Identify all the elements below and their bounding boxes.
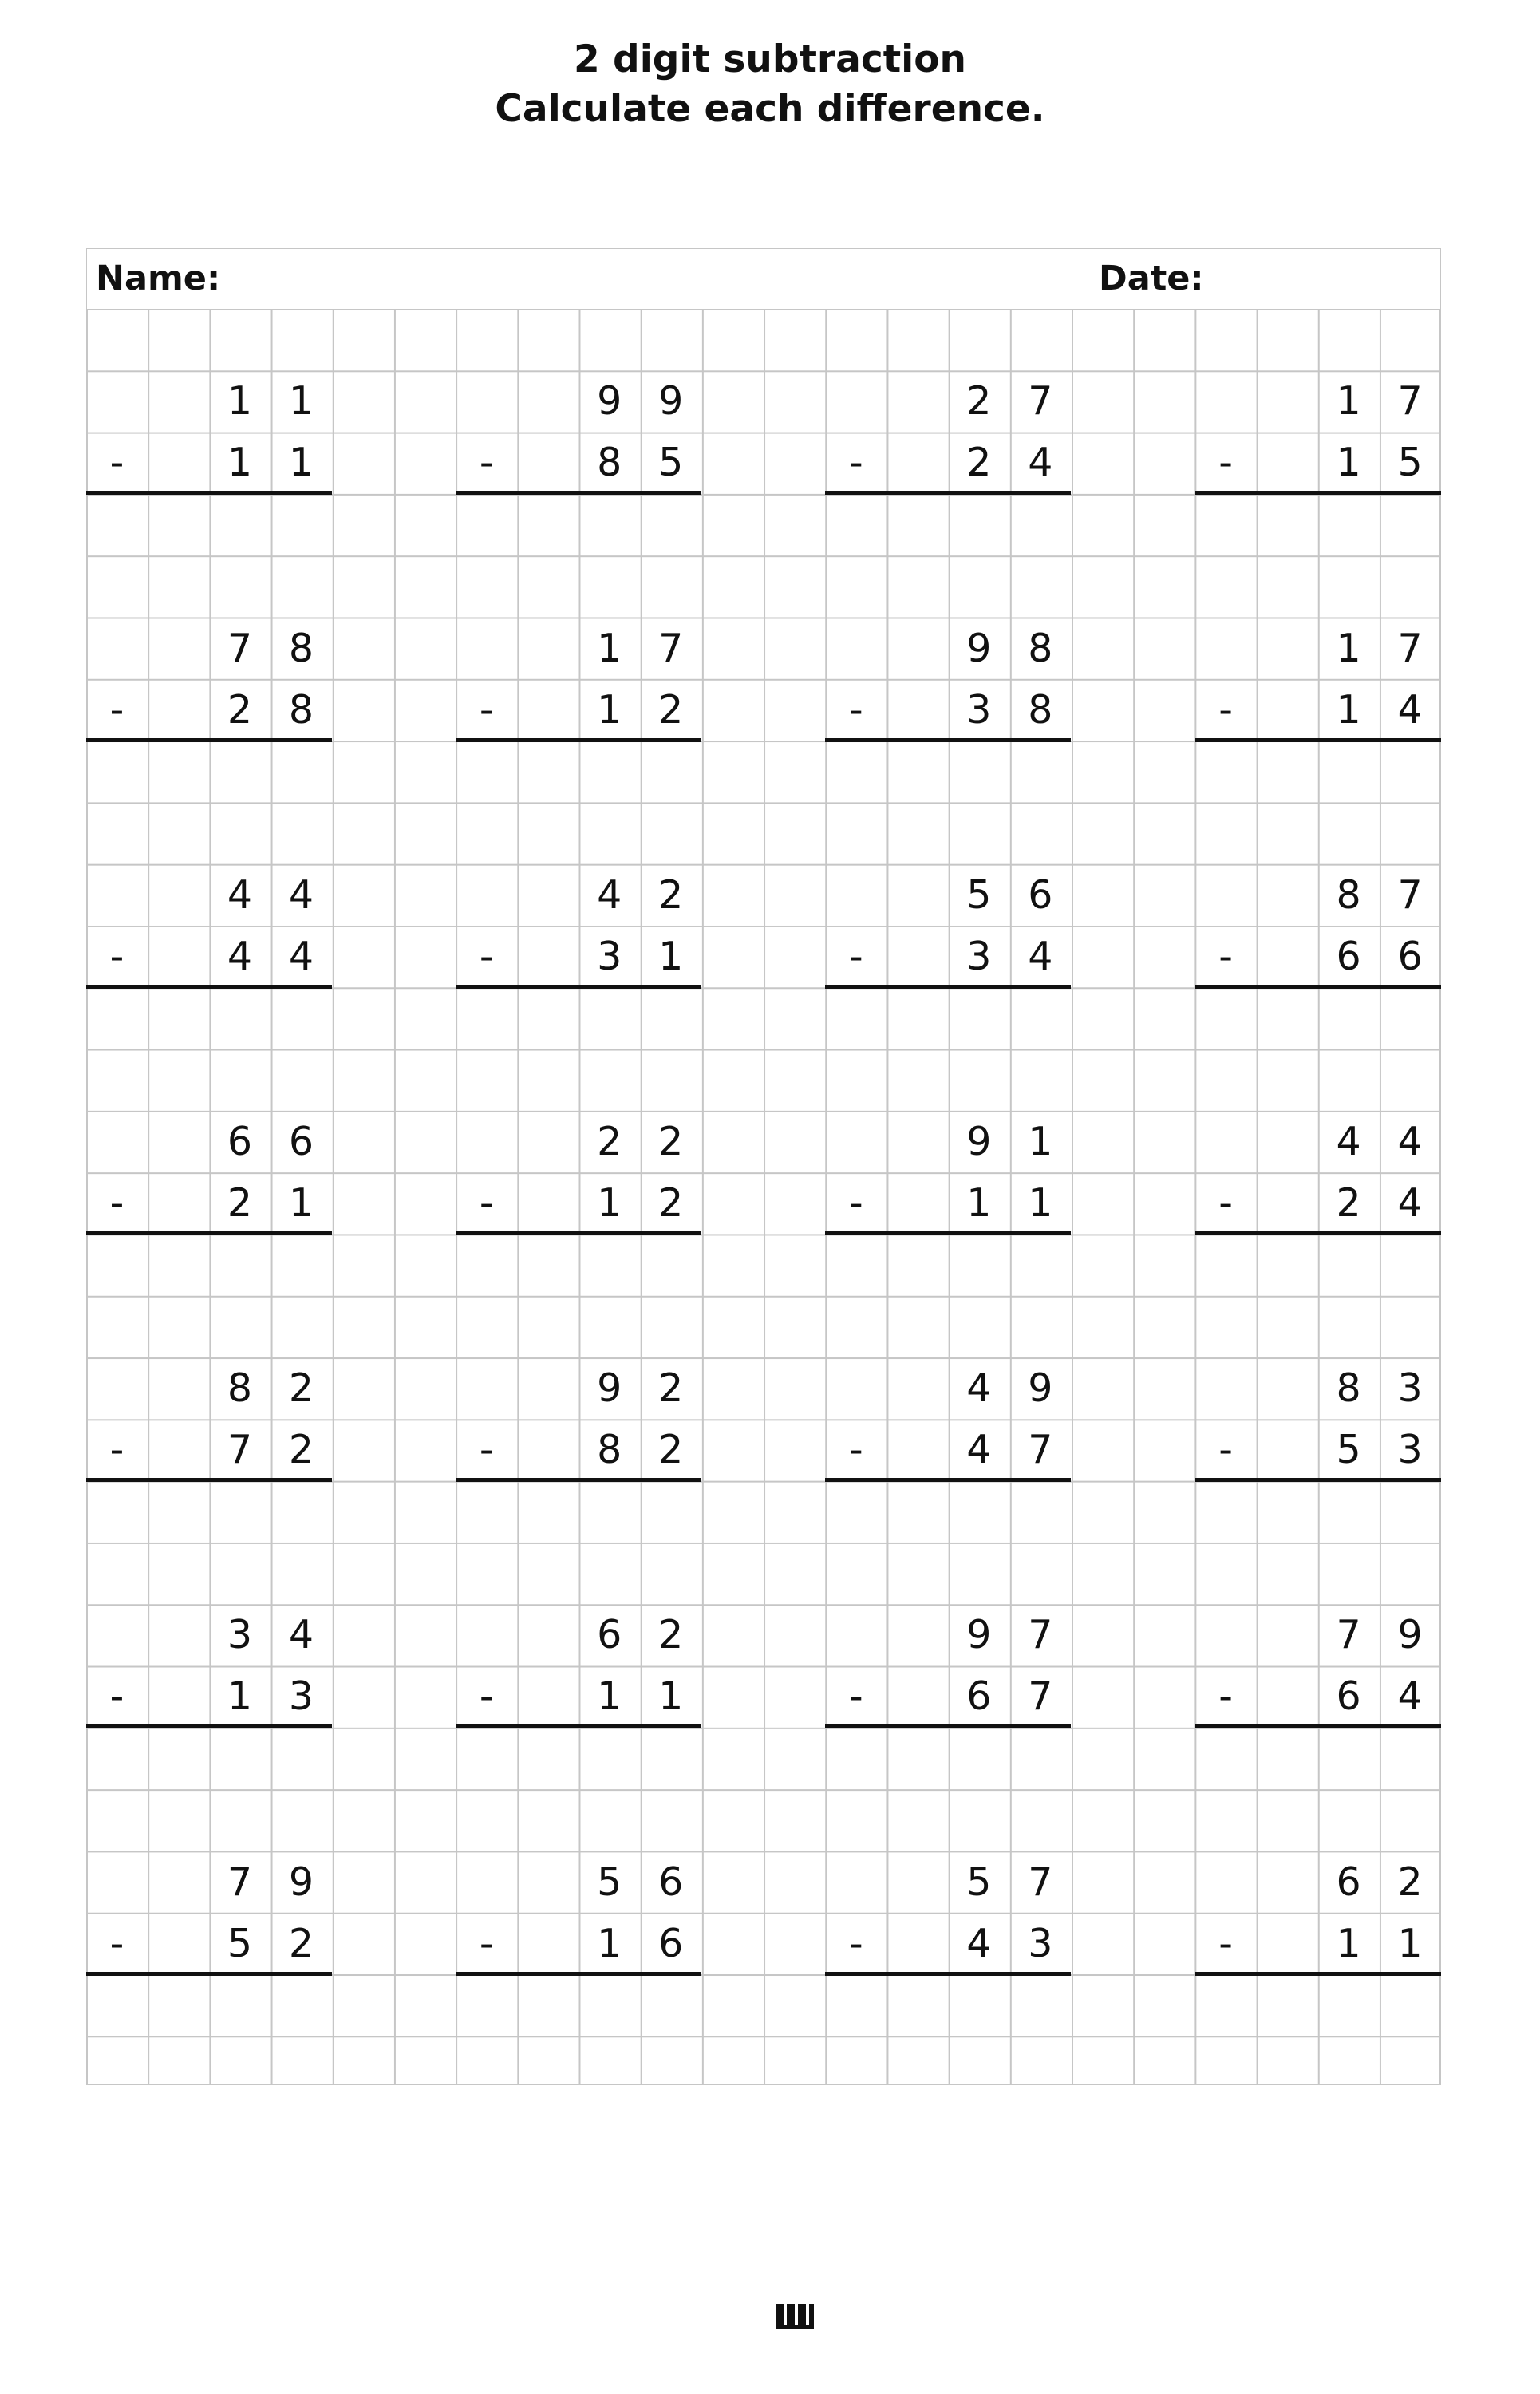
minuend-ones-digit: 4 (288, 1612, 314, 1658)
minuend-ones-digit: 2 (288, 1365, 314, 1412)
date-label: Date: (1099, 259, 1204, 298)
subtraction-problem (825, 1851, 1071, 1974)
minuend-ones-digit: 9 (1028, 1365, 1053, 1412)
subtraction-problem (456, 1851, 701, 1974)
subtrahend-ones-digit: 8 (1028, 686, 1053, 733)
subtraction-problem (456, 864, 701, 987)
minuend-tens-digit: 8 (227, 1365, 253, 1412)
subtrahend-tens-digit: 1 (597, 1920, 622, 1966)
minus-sign: - (109, 1427, 124, 1473)
subtraction-problem (1195, 864, 1441, 987)
minuend-tens-digit: 2 (597, 1118, 622, 1164)
answer-line (1195, 1724, 1441, 1728)
minuend-ones-digit: 9 (658, 378, 684, 425)
subtrahend-tens-digit: 2 (966, 440, 992, 486)
subtrahend-tens-digit: 6 (1336, 1673, 1361, 1720)
minuend-tens-digit: 9 (597, 1365, 622, 1412)
subtrahend-tens-digit: 3 (966, 933, 992, 979)
subtrahend-tens-digit: 3 (597, 933, 622, 979)
subtrahend-tens-digit: 1 (597, 1179, 622, 1226)
subtrahend-tens-digit: 1 (227, 1673, 253, 1720)
minuend-ones-digit: 7 (1028, 378, 1053, 425)
subtrahend-ones-digit: 4 (288, 933, 314, 979)
minus-sign: - (849, 1920, 863, 1966)
minus-sign: - (1218, 1179, 1233, 1226)
subtraction-problem (86, 1111, 332, 1234)
minuend-ones-digit: 9 (288, 1859, 314, 1905)
subtrahend-ones-digit: 1 (658, 1673, 684, 1720)
answer-line (1195, 738, 1441, 742)
answer-line (86, 1231, 332, 1235)
minus-sign: - (109, 1920, 124, 1966)
answer-line (1195, 1231, 1441, 1235)
minus-sign: - (109, 1673, 124, 1720)
subtrahend-ones-digit: 8 (288, 686, 314, 733)
minuend-tens-digit: 8 (1336, 871, 1361, 918)
answer-line (86, 985, 332, 989)
subtrahend-tens-digit: 2 (227, 686, 253, 733)
subtrahend-tens-digit: 4 (966, 1920, 992, 1966)
minuend-tens-digit: 3 (227, 1612, 253, 1658)
minuend-ones-digit: 2 (658, 1365, 684, 1412)
subtrahend-ones-digit: 1 (1397, 1920, 1423, 1966)
subtraction-problem (456, 618, 701, 741)
minus-sign: - (479, 1179, 494, 1226)
minus-sign: - (109, 686, 124, 733)
subtrahend-ones-digit: 3 (288, 1673, 314, 1720)
subtrahend-tens-digit: 1 (597, 1673, 622, 1720)
minus-sign: - (479, 686, 494, 733)
subtrahend-ones-digit: 7 (1028, 1427, 1053, 1473)
subtrahend-ones-digit: 2 (288, 1920, 314, 1966)
subtrahend-ones-digit: 1 (288, 1179, 314, 1226)
subtraction-problem (825, 864, 1071, 987)
subtrahend-tens-digit: 6 (966, 1673, 992, 1720)
minuend-ones-digit: 7 (1397, 871, 1423, 918)
subtraction-problem (825, 370, 1071, 493)
minuend-tens-digit: 6 (597, 1612, 622, 1658)
minus-sign: - (849, 1179, 863, 1226)
minuend-ones-digit: 1 (1028, 1118, 1053, 1164)
subtrahend-tens-digit: 1 (227, 440, 253, 486)
subtraction-problem (86, 864, 332, 987)
minus-sign: - (1218, 1920, 1233, 1966)
answer-line (1195, 1478, 1441, 1482)
subtrahend-tens-digit: 7 (227, 1427, 253, 1473)
subtraction-problem (825, 1357, 1071, 1480)
subtrahend-ones-digit: 1 (288, 440, 314, 486)
subtrahend-tens-digit: 5 (227, 1920, 253, 1966)
subtrahend-ones-digit: 6 (658, 1920, 684, 1966)
subtrahend-tens-digit: 6 (1336, 933, 1361, 979)
minuend-tens-digit: 7 (1336, 1612, 1361, 1658)
answer-line (825, 491, 1071, 495)
minuend-tens-digit: 9 (966, 1118, 992, 1164)
subtrahend-ones-digit: 4 (1397, 686, 1423, 733)
minus-sign: - (1218, 686, 1233, 733)
minuend-tens-digit: 5 (597, 1859, 622, 1905)
minuend-tens-digit: 6 (1336, 1859, 1361, 1905)
subtrahend-ones-digit: 2 (658, 1427, 684, 1473)
minuend-ones-digit: 7 (1028, 1612, 1053, 1658)
subtrahend-ones-digit: 1 (658, 933, 684, 979)
subtrahend-ones-digit: 4 (1397, 1673, 1423, 1720)
subtraction-problem (456, 1604, 701, 1727)
answer-line (825, 1972, 1071, 1976)
minuend-ones-digit: 7 (1028, 1859, 1053, 1905)
subtrahend-ones-digit: 4 (1028, 933, 1053, 979)
subtrahend-ones-digit: 3 (1397, 1427, 1423, 1473)
answer-line (86, 491, 332, 495)
subtrahend-tens-digit: 1 (1336, 1920, 1361, 1966)
minuend-tens-digit: 7 (227, 1859, 253, 1905)
minuend-tens-digit: 5 (966, 871, 992, 918)
minuend-ones-digit: 7 (1397, 378, 1423, 425)
minuend-ones-digit: 2 (658, 1612, 684, 1658)
minuend-ones-digit: 3 (1397, 1365, 1423, 1412)
minuend-ones-digit: 7 (1397, 625, 1423, 671)
minus-sign: - (1218, 1427, 1233, 1473)
answer-line (456, 491, 701, 495)
minus-sign: - (479, 933, 494, 979)
subtraction-problem (86, 1357, 332, 1480)
subtrahend-ones-digit: 4 (1397, 1179, 1423, 1226)
subtrahend-ones-digit: 2 (658, 686, 684, 733)
subtraction-problem (1195, 1604, 1441, 1727)
minuend-ones-digit: 9 (1397, 1612, 1423, 1658)
subtrahend-ones-digit: 3 (1028, 1920, 1053, 1966)
subtraction-problem (1195, 1357, 1441, 1480)
subtrahend-tens-digit: 4 (227, 933, 253, 979)
name-label: Name: (96, 259, 221, 298)
answer-line (86, 738, 332, 742)
minuend-tens-digit: 9 (966, 1612, 992, 1658)
subtrahend-ones-digit: 7 (1028, 1673, 1053, 1720)
answer-line (1195, 491, 1441, 495)
answer-line (825, 1478, 1071, 1482)
minuend-tens-digit: 2 (966, 378, 992, 425)
minus-sign: - (109, 933, 124, 979)
answer-line (1195, 1972, 1441, 1976)
worksheet-instructions: Calculate each difference. (495, 87, 1045, 131)
subtrahend-ones-digit: 5 (658, 440, 684, 486)
minuend-tens-digit: 4 (1336, 1118, 1361, 1164)
minuend-ones-digit: 1 (288, 378, 314, 425)
minus-sign: - (479, 1673, 494, 1720)
minuend-tens-digit: 7 (227, 625, 253, 671)
answer-line (456, 985, 701, 989)
subtrahend-ones-digit: 5 (1397, 440, 1423, 486)
name-date-row (86, 248, 1441, 310)
minuend-tens-digit: 1 (1336, 378, 1361, 425)
minuend-ones-digit: 4 (288, 871, 314, 918)
subtrahend-ones-digit: 2 (658, 1179, 684, 1226)
minuend-ones-digit: 2 (658, 1118, 684, 1164)
minus-sign: - (109, 440, 124, 486)
minus-sign: - (479, 440, 494, 486)
minuend-tens-digit: 6 (227, 1118, 253, 1164)
subtrahend-ones-digit: 1 (1028, 1179, 1053, 1226)
minuend-tens-digit: 1 (1336, 625, 1361, 671)
subtraction-problem (825, 618, 1071, 741)
minuend-ones-digit: 8 (1028, 625, 1053, 671)
minus-sign: - (109, 1179, 124, 1226)
subtraction-problem (86, 1604, 332, 1727)
answer-line (86, 1972, 332, 1976)
answer-line (456, 1478, 701, 1482)
answer-line (86, 1724, 332, 1728)
subtraction-problem (86, 618, 332, 741)
minuend-ones-digit: 8 (288, 625, 314, 671)
subtrahend-ones-digit: 6 (1397, 933, 1423, 979)
subtrahend-tens-digit: 1 (597, 686, 622, 733)
subtraction-problem (456, 1111, 701, 1234)
worksheet-title: 2 digit subtraction (573, 38, 967, 81)
minuend-tens-digit: 9 (966, 625, 992, 671)
minuend-tens-digit: 8 (1336, 1365, 1361, 1412)
minus-sign: - (849, 933, 863, 979)
minuend-tens-digit: 1 (597, 625, 622, 671)
minus-sign: - (479, 1920, 494, 1966)
subtrahend-ones-digit: 4 (1028, 440, 1053, 486)
answer-line (456, 1972, 701, 1976)
minus-sign: - (1218, 1673, 1233, 1720)
minuend-tens-digit: 5 (966, 1859, 992, 1905)
subtraction-problem (825, 1604, 1071, 1727)
answer-line (825, 1724, 1071, 1728)
subtrahend-tens-digit: 2 (1336, 1179, 1361, 1226)
answer-line (825, 738, 1071, 742)
minuend-ones-digit: 4 (1397, 1118, 1423, 1164)
subtrahend-tens-digit: 1 (966, 1179, 992, 1226)
minus-sign: - (479, 1427, 494, 1473)
minus-sign: - (849, 1427, 863, 1473)
answer-line (825, 985, 1071, 989)
subtraction-problem (825, 1111, 1071, 1234)
publisher-logo-icon (774, 2301, 815, 2331)
minuend-tens-digit: 1 (227, 378, 253, 425)
answer-line (1195, 985, 1441, 989)
subtrahend-tens-digit: 1 (1336, 440, 1361, 486)
answer-line (456, 1231, 701, 1235)
subtraction-problem (86, 370, 332, 493)
minuend-ones-digit: 7 (658, 625, 684, 671)
minus-sign: - (1218, 440, 1233, 486)
minus-sign: - (849, 686, 863, 733)
minus-sign: - (849, 440, 863, 486)
subtraction-problem (1195, 370, 1441, 493)
worksheet-sheet (86, 248, 1441, 2085)
subtraction-problem (456, 1357, 701, 1480)
minuend-ones-digit: 6 (288, 1118, 314, 1164)
answer-line (825, 1231, 1071, 1235)
subtraction-problem (1195, 1851, 1441, 1974)
minuend-tens-digit: 4 (597, 871, 622, 918)
subtrahend-tens-digit: 3 (966, 686, 992, 733)
subtrahend-tens-digit: 5 (1336, 1427, 1361, 1473)
minuend-tens-digit: 9 (597, 378, 622, 425)
minus-sign: - (849, 1673, 863, 1720)
subtraction-problem (456, 370, 701, 493)
answer-grid (86, 309, 1441, 2085)
subtrahend-tens-digit: 8 (597, 440, 622, 486)
answer-line (456, 1724, 701, 1728)
minuend-tens-digit: 4 (227, 871, 253, 918)
subtrahend-tens-digit: 4 (966, 1427, 992, 1473)
answer-line (86, 1478, 332, 1482)
minuend-ones-digit: 6 (1028, 871, 1053, 918)
minuend-ones-digit: 2 (658, 871, 684, 918)
subtraction-problem (86, 1851, 332, 1974)
subtraction-problem (1195, 618, 1441, 741)
minus-sign: - (1218, 933, 1233, 979)
minuend-ones-digit: 2 (1397, 1859, 1423, 1905)
minuend-ones-digit: 6 (658, 1859, 684, 1905)
subtraction-problem (1195, 1111, 1441, 1234)
subtrahend-tens-digit: 1 (1336, 686, 1361, 733)
subtrahend-tens-digit: 2 (227, 1179, 253, 1226)
answer-line (456, 738, 701, 742)
subtrahend-tens-digit: 8 (597, 1427, 622, 1473)
minuend-tens-digit: 4 (966, 1365, 992, 1412)
subtrahend-ones-digit: 2 (288, 1427, 314, 1473)
